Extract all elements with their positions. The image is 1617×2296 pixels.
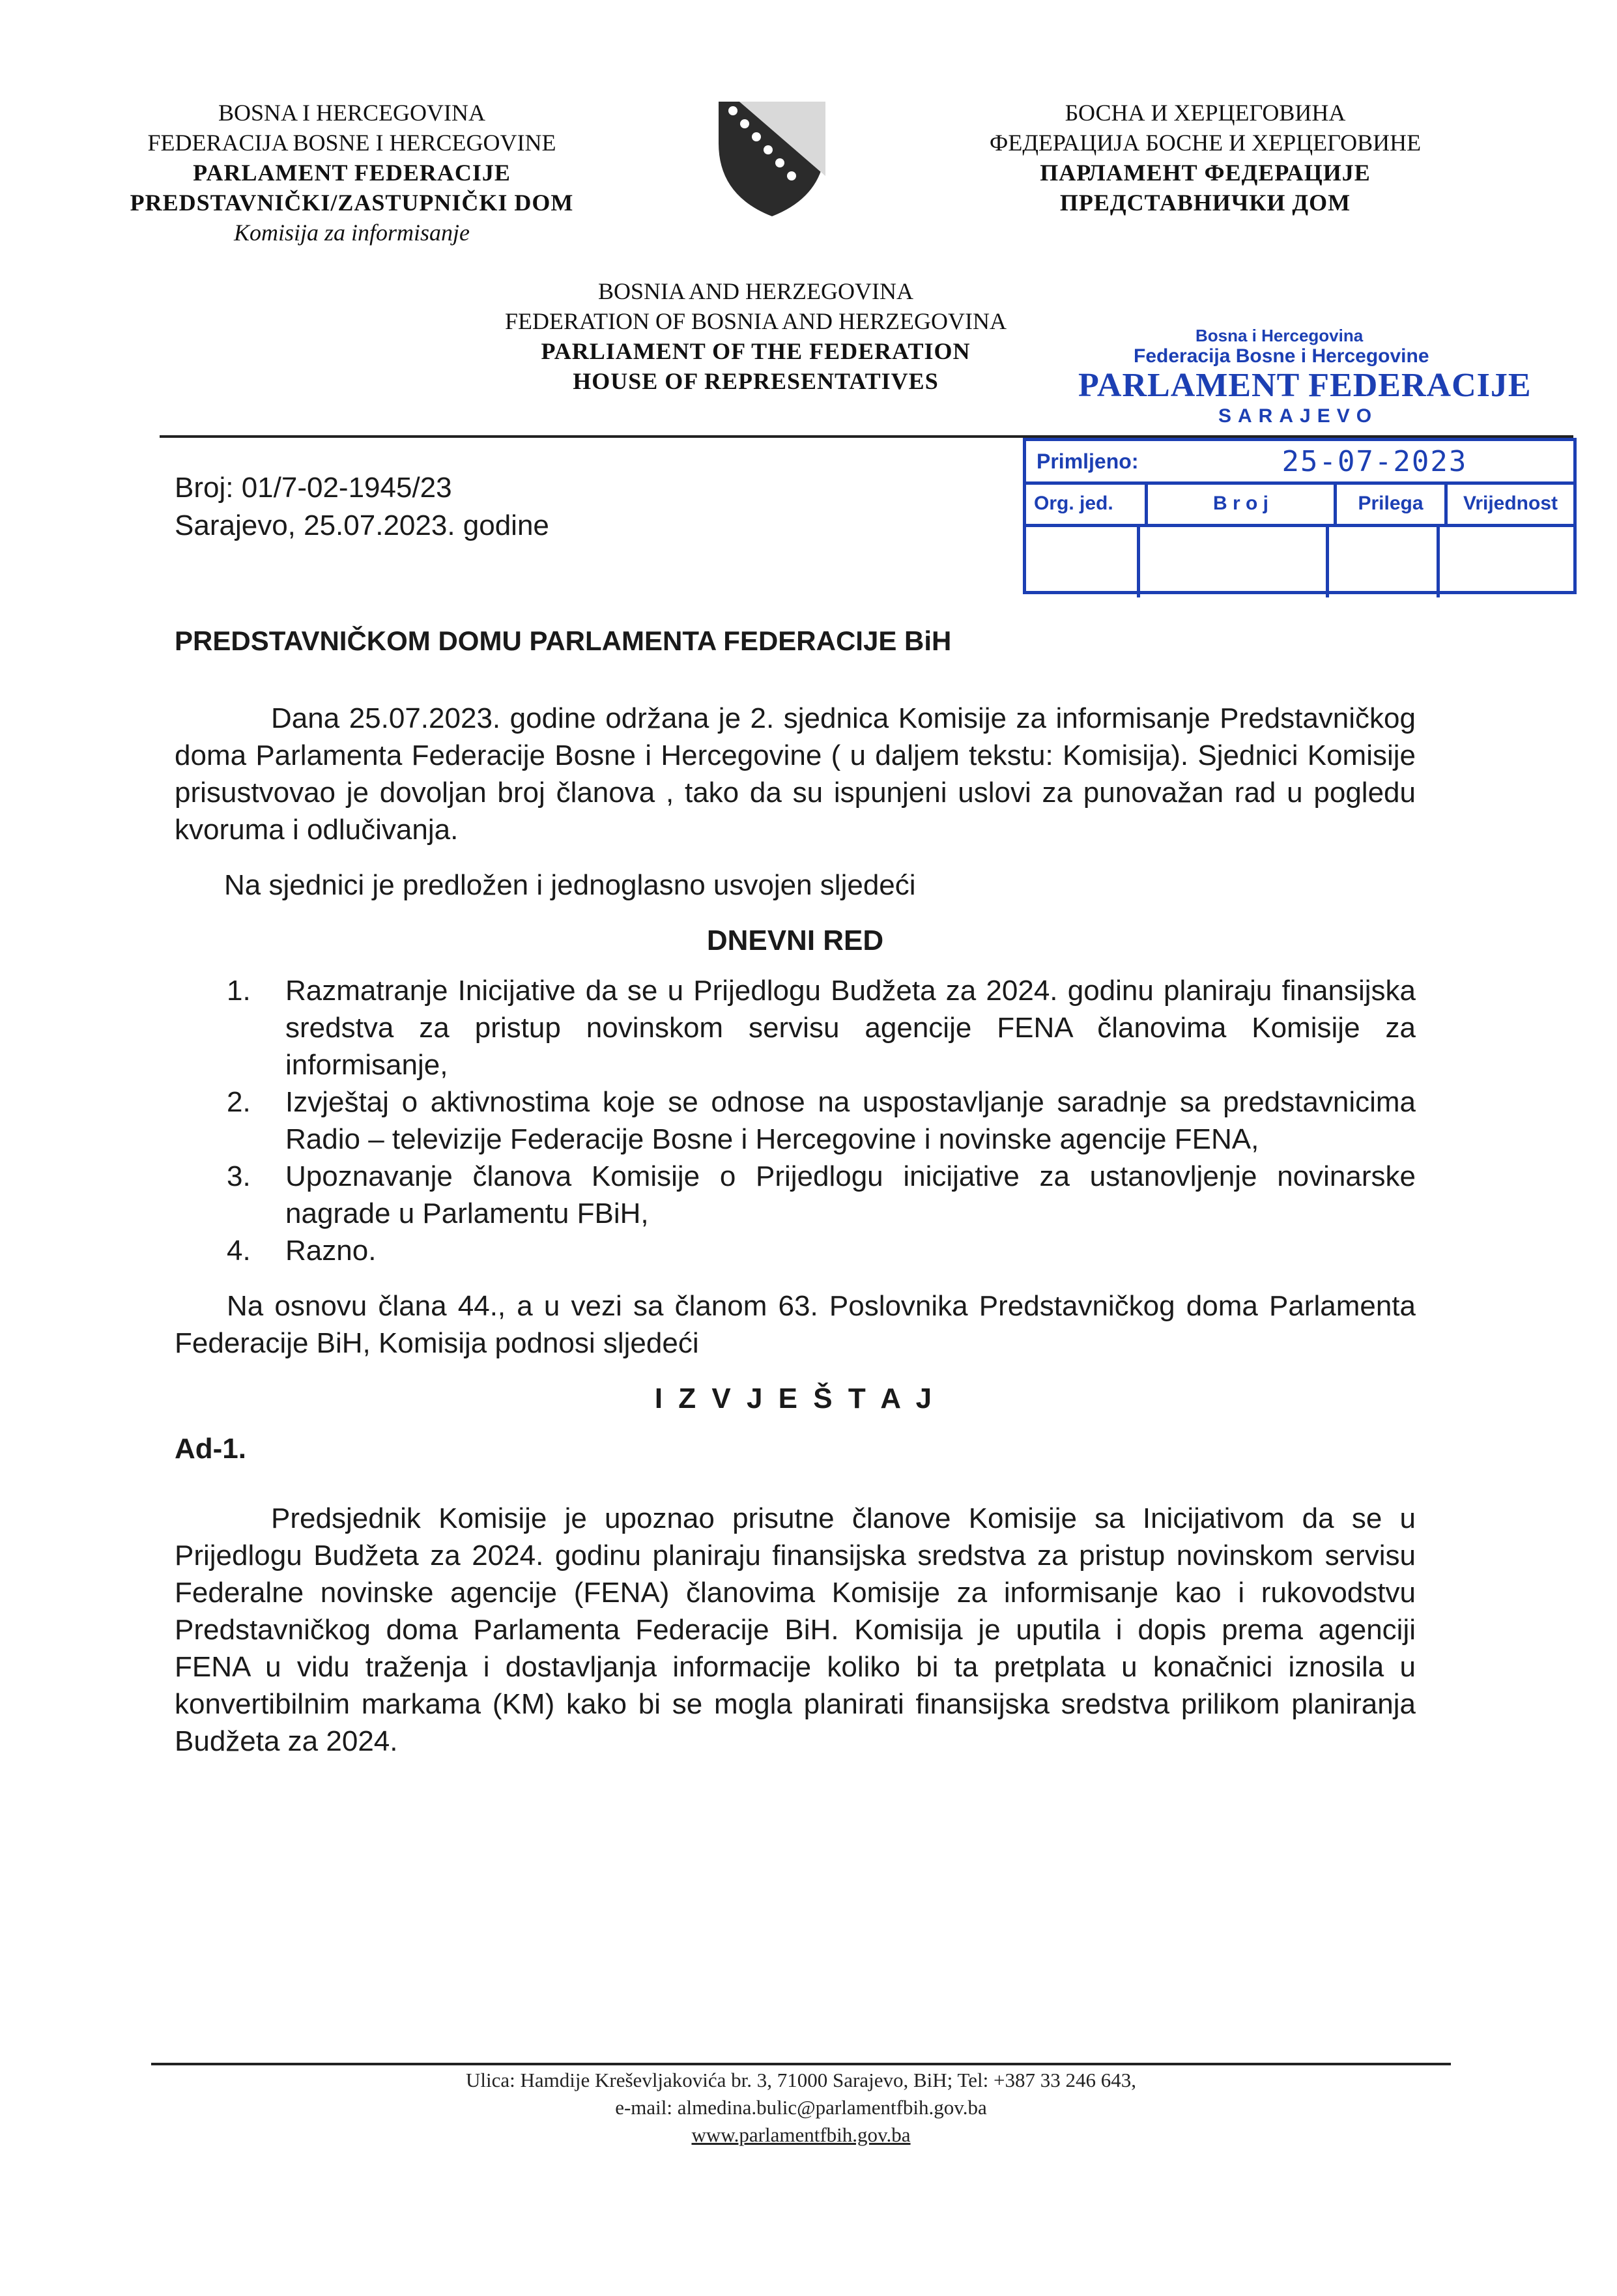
- agenda-item: [227, 1083, 1416, 1158]
- stamp-line-country: Bosna i Hercegovina: [1195, 326, 1364, 345]
- document-place-date: Sarajevo, 25.07.2023. godine: [175, 509, 549, 541]
- intro-paragraph: Dana 25.07.2023. godine održana je 2. sjednica Komisije za informisanje Predstavničkog doma Parlamenta Federacije Bosne i Hercegovine ( u daljem tekstu: Komisija). Sjednici Komisije prisustvovao je dovoljan broj članova , tako da su ispunjeni uslovi za punovažan rad u pogledu kvoruma i odlučivanja.: [175, 702, 1416, 846]
- coat-of-arms-icon: [713, 98, 831, 218]
- stamp-col-attachment: Prilega: [1337, 485, 1448, 524]
- footer: [151, 2067, 1451, 2149]
- basis-paragraph: Na osnovu člana 44., a u vezi sa članom 63. Poslovnika Predstavničkog doma Parlamenta Federacije BiH, Komisija podnosi sljedeći: [175, 1290, 1416, 1359]
- agenda-item: [227, 1232, 1416, 1269]
- stamp-col-number: B r o j: [1148, 485, 1337, 524]
- stamp-line-federation: Federacija Bosne i Hercegovine: [1134, 345, 1429, 367]
- header-english: [417, 276, 1095, 396]
- header-en-parliament: PARLIAMENT OF THE FEDERATION: [541, 338, 971, 364]
- header-bs-federation: FEDERACIJA BOSNE I HERCEGOVINE: [147, 130, 556, 156]
- header-cy-house: ПРЕДСТАВНИЧКИ ДОМ: [1059, 190, 1351, 216]
- agenda-item-number: 3.: [227, 1160, 251, 1192]
- document-body: [175, 700, 1416, 1760]
- header-cy-country: БОСНА И ХЕРЦЕГОВИНА: [1065, 100, 1346, 126]
- stamp-col-value: Vrijednost: [1463, 493, 1558, 514]
- report-title: I Z V J E Š T A J: [654, 1383, 936, 1414]
- header-bs-country: BOSNA I HERCEGOVINA: [218, 100, 485, 126]
- agenda-item-number: 2.: [227, 1086, 251, 1118]
- recipient-heading: PREDSTAVNIČKOM DOMU PARLAMENTA FEDERACIJE BiH: [175, 625, 952, 656]
- footer-address: Ulica: Hamdije Kreševljakovića br. 3, 71000 Sarajevo, BiH; Tel: +387 33 246 643,: [466, 2069, 1136, 2091]
- reference-block: [175, 469, 549, 545]
- agenda-item-text: Razno.: [285, 1235, 377, 1267]
- agenda-title: DNEVNI RED: [706, 925, 884, 956]
- footer-divider: [151, 2063, 1451, 2065]
- agenda-item-text: Izvještaj o aktivnostima koje se odnose na uspostavljanje saradnje sa predstavnicima Radio – televizije Federacije Bosne i Hercegovine i novinske agencije FENA,: [285, 1086, 1416, 1155]
- agenda-item: [227, 972, 1416, 1083]
- ad1-paragraph: Predsjednik Komisije je upoznao prisutne članove Komisije sa Inicijativom da se u Prijedlogu Budžeta za 2024. godinu planiraju finansijska sredstva za pristup novinskom servisu Federalne novinske agencije (FENA) članovima Komisije za informisanje kao i rukovodstvu Predstavničkog doma Parlamenta Federacije BiH. Komisija je uputila i dopis prema agenciji FENA u vidu traženja i dostavljanja informacije koliko bi ta pretplata u konačnici iznosila u konvertibilnim markama (KM) kako bi se mogla planirati finansijska sredstva prilikom planiranja Budžeta za 2024.: [175, 1502, 1416, 1757]
- header-en-country: BOSNIA AND HERZEGOVINA: [598, 278, 913, 304]
- header-en-federation: FEDERATION OF BOSNIA AND HERZEGOVINA: [504, 308, 1007, 334]
- header-bs-parliament: PARLAMENT FEDERACIJE: [193, 160, 511, 186]
- stamp-box: [1023, 438, 1577, 594]
- header-bs-house: PREDSTAVNIČKI/ZASTUPNIČKI DOM: [130, 190, 574, 216]
- header-cyrillic: [925, 98, 1485, 218]
- agenda-item: [227, 1158, 1416, 1232]
- header-en-house: HOUSE OF REPRESENTATIVES: [573, 368, 939, 394]
- header-cy-federation: ФЕДЕРАЦИЈА БОСНЕ И ХЕРЦЕГОВИНЕ: [989, 130, 1422, 156]
- footer-email: e-mail: almedina.bulic@parlamentfbih.gov.ba: [615, 2096, 987, 2119]
- agenda-item-text: Razmatranje Inicijative da se u Prijedlogu Budžeta za 2024. godinu planiraju finansijska sredstva za pristup novinskom servisu agencije FENA članovima Komisije za informisanje,: [285, 975, 1416, 1081]
- document-number: Broj: 01/7-02-1945/23: [175, 472, 452, 504]
- reception-stamp: [1023, 326, 1583, 599]
- agenda-item-text: Upoznavanje članova Komisije o Prijedlogu inicijative za ustanovljenje novinarske nagrade u Parlamentu FBiH,: [285, 1160, 1416, 1229]
- header-bs-commission: Komisija za informisanje: [233, 220, 470, 246]
- stamp-col-org: Org. jed.: [1026, 485, 1148, 524]
- agenda-item-number: 1.: [227, 975, 251, 1007]
- footer-website[interactable]: www.parlamentfbih.gov.ba: [691, 2123, 911, 2146]
- stamp-received-date: 25-07-2023: [1281, 444, 1468, 478]
- ad1-heading: Ad-1.: [175, 1433, 246, 1465]
- agenda-item-number: 4.: [227, 1235, 251, 1267]
- stamp-received-label: Primljeno:: [1037, 449, 1139, 473]
- header-bosnian: [91, 98, 612, 248]
- agenda-list: [175, 972, 1416, 1269]
- proposal-line: Na sjednici je predložen i jednoglasno usvojen sljedeći: [224, 869, 916, 901]
- stamp-line-city: SARAJEVO: [1218, 405, 1379, 427]
- stamp-line-parliament: PARLAMENT FEDERACIJE: [1078, 367, 1532, 404]
- header-cy-parliament: ПАРЛАМЕНТ ФЕДЕРАЦИЈЕ: [1040, 160, 1371, 186]
